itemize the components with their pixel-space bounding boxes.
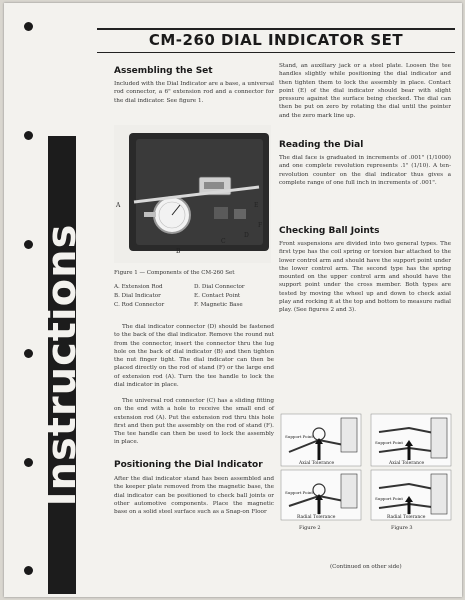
binder-hole <box>24 458 33 467</box>
callout-e: E <box>254 202 259 209</box>
positioning-text-continued: Stand, an auxiliary jack or a steel plate. Loosen the tee handles slightly while positioning the dial indicator and then tighten them to lock the assembly in place. Contact point (E) of the dial indicator should bear with slight pressure against the surface being checked. The dial can then be put on zero by rotating the dial until the pointer and the zero mark line up. <box>279 63 451 119</box>
continued-note: (Continued on other side) <box>330 564 402 570</box>
figure3-label: Figure 3 <box>391 525 413 531</box>
axial-tolerance-label: Axial Tolerance <box>389 461 425 466</box>
callout-f: F <box>258 222 263 229</box>
reading-text: The dial face is graduated in increments of .001" (1/1000) and one complete revolution represents .1" (1/10). A ten-revolution counter on the dial indicator thus gives a complete range of one full inch in increments of .001". <box>279 155 451 186</box>
heading-checking: Checking Ball Joints <box>279 226 380 236</box>
parts-list <box>114 283 274 309</box>
title-rule-top <box>97 28 455 30</box>
figure3-radial <box>371 470 451 520</box>
heading-positioning: Positioning the Dial Indicator <box>114 460 263 470</box>
title-rule-bottom <box>97 52 455 53</box>
binder-hole <box>24 566 33 575</box>
dial-indicator-set-photo <box>114 125 271 263</box>
heading-reading: Reading the Dial <box>279 140 364 150</box>
binder-hole <box>24 22 33 31</box>
connector-paragraph: The dial indicator connector (D) should be fastened to the back of the dial indicator. Remove the round nut from the connector, insert the connector thru the lug hole on the back of dial indicator (B) and then tighten the nut finger tight. The dial indicator can then be placed directly on the rod of stand (F) or the large end of extension rod (A). Turn the tee handle to lock the dial indicator in place. <box>114 324 274 389</box>
figure1-caption: Figure 1 — Components of the CM-260 Set <box>114 270 235 276</box>
figure2-label: Figure 2 <box>299 525 321 531</box>
figure3-axial <box>371 414 451 466</box>
figure2-radial <box>281 470 361 520</box>
support-point-label: Support Point <box>375 496 404 501</box>
heading-assembling: Assembling the Set <box>114 66 213 76</box>
assembling-text: Included with the Dial Indicator are a base, a universal rod connector, a 6" extension rod and a connector for the dial indicator. See figure 1. <box>114 81 274 104</box>
support-point-label: Support Point <box>285 490 314 495</box>
base-label <box>204 182 224 189</box>
part-item: A. Extension Rod <box>114 284 163 290</box>
binder-hole <box>24 240 33 249</box>
rod-connector <box>214 207 228 219</box>
callout-b: B <box>176 248 181 255</box>
binder-hole <box>24 349 33 358</box>
callout-a: A <box>116 202 121 209</box>
callout-d: D <box>244 232 249 239</box>
callout-c: C <box>221 238 226 245</box>
axial-tolerance-label: Axial Tolerance <box>299 461 335 466</box>
dial-connector <box>234 209 246 219</box>
part-item: C. Rod Connector <box>114 302 165 309</box>
contact-point <box>144 212 156 217</box>
page-title: CM-260 DIAL INDICATOR SET <box>148 31 404 49</box>
part-item: D. Dial Connector <box>194 284 245 290</box>
figure2-axial <box>281 414 361 466</box>
support-point-label: Support Point <box>285 434 314 439</box>
universal-connector-paragraph: The universal rod connector (C) has a sliding fitting on the end with a hole to receive the small end of extension rod (A). Put the extension rod thru this hole first and then put the assembly on the rod of stand (F). The tee handle can then be used to lock the assembly in place. <box>114 398 274 446</box>
binder-hole <box>24 131 33 140</box>
radial-tolerance-label: Radial Tolerance <box>387 515 426 520</box>
spine-title: Instructions <box>39 223 85 507</box>
checking-text: Front suspensions are divided into two general types. The first type has the coil spring or torsion bar attached to the lower control arm and should have the support point under the lower control arm. The second type has the spring mounted on the upper control arm and should have the support point under the cross member. Both types are tested by moving the wheel up and down to check axial play and rocking it at the top and bottom to measure radial play. (See figures 2 and 3). <box>279 241 451 314</box>
part-item: E. Contact Point <box>194 293 241 300</box>
radial-tolerance-label: Radial Tolerance <box>297 515 336 520</box>
support-point-label: Support Point <box>375 440 404 445</box>
part-item: B. Dial Indicator <box>114 293 161 300</box>
part-item: F. Magnetic Base <box>194 302 243 309</box>
positioning-text: After the dial indicator stand has been assembled and the keeper plate removed from the magnetic base, the dial indicator can be positioned to check ball joints or other automotive components. Place the magnetic base on a solid steel surface such as a Snap-on Floor <box>114 476 274 516</box>
ball-joint-figures <box>279 412 454 532</box>
